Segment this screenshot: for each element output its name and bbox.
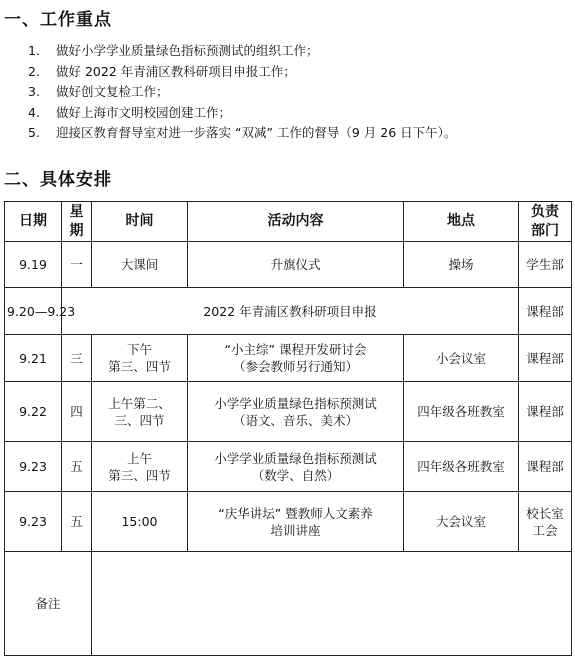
table-header-row xyxy=(5,202,572,242)
list-text: 做好 2022 年青浦区教科研项目申报工作； xyxy=(56,63,296,79)
cell-weekday: 四 xyxy=(62,382,92,442)
cell-date: 9.22 xyxy=(5,382,62,442)
cell-location: 四年级各班教室 xyxy=(404,382,519,442)
header-dept: 负责 部门 xyxy=(519,202,572,242)
table-row xyxy=(5,442,572,492)
schedule-table xyxy=(4,201,572,656)
cell-date: 9.23 xyxy=(5,442,62,492)
header-time: 时间 xyxy=(92,202,188,242)
table-row xyxy=(5,242,572,288)
header-location: 地点 xyxy=(404,202,519,242)
remark-label: 备注 xyxy=(5,552,92,656)
remark-row xyxy=(5,552,572,656)
list-text: 做好上海市文明校园创建工作； xyxy=(56,104,232,120)
cell-location: 小会议室 xyxy=(404,335,519,382)
cell-activity: 2022 年青浦区教科研项目申报 xyxy=(62,288,519,335)
cell-weekday: 五 xyxy=(62,492,92,552)
cell-activity: “庆华讲坛” 暨教师人文素养 培训讲座 xyxy=(188,492,404,552)
cell-activity: 小学学业质量绿色指标预测试 （语文、音乐、美术） xyxy=(188,382,404,442)
header-date: 日期 xyxy=(5,202,62,242)
cell-date: 9.23 xyxy=(5,492,62,552)
list-item xyxy=(28,103,456,124)
cell-time: 15:00 xyxy=(92,492,188,552)
list-item xyxy=(28,82,456,103)
cell-activity: 升旗仪式 xyxy=(188,242,404,288)
cell-date: 9.20—9.23 xyxy=(5,288,62,335)
list-item xyxy=(28,62,456,83)
cell-location: 操场 xyxy=(404,242,519,288)
cell-weekday: 一 xyxy=(62,242,92,288)
cell-time: 下午 第三、四节 xyxy=(92,335,188,382)
cell-dept: 学生部 xyxy=(519,242,572,288)
cell-time: 上午第二、 三、四节 xyxy=(92,382,188,442)
cell-time: 大课间 xyxy=(92,242,188,288)
table-row xyxy=(5,382,572,442)
section-title-schedule: 二、具体安排 xyxy=(4,170,112,190)
cell-weekday: 三 xyxy=(62,335,92,382)
focus-list xyxy=(28,41,456,144)
cell-date: 9.19 xyxy=(5,242,62,288)
table-row xyxy=(5,288,572,335)
cell-weekday: 五 xyxy=(62,442,92,492)
list-number: 4. xyxy=(28,104,40,120)
list-text: 迎接区教育督导室对进一步落实 “双减” 工作的督导（9 月 26 日下午）。 xyxy=(56,125,457,140)
list-number: 1. xyxy=(28,43,40,58)
cell-dept: 课程部 xyxy=(519,335,572,382)
cell-activity: “小主综” 课程开发研讨会 （参会教师另行通知） xyxy=(188,335,404,382)
cell-time: 上午 第三、四节 xyxy=(92,442,188,492)
list-item xyxy=(28,123,456,144)
cell-date: 9.21 xyxy=(5,335,62,382)
cell-dept: 课程部 xyxy=(519,382,572,442)
list-item xyxy=(28,41,456,62)
list-number: 2. xyxy=(28,63,40,79)
cell-activity: 小学学业质量绿色指标预测试 （数学、自然） xyxy=(188,442,404,492)
remark-content xyxy=(92,552,572,656)
list-number: 5. xyxy=(28,125,40,140)
table-row xyxy=(5,492,572,552)
cell-dept: 课程部 xyxy=(519,442,572,492)
header-activity: 活动内容 xyxy=(188,202,404,242)
cell-location: 四年级各班教室 xyxy=(404,442,519,492)
cell-dept: 课程部 xyxy=(519,288,572,335)
table-row xyxy=(5,335,572,382)
list-text: 做好创文复检工作； xyxy=(56,84,169,99)
list-number: 3. xyxy=(28,84,40,99)
cell-dept: 校长室 工会 xyxy=(519,492,572,552)
header-weekday: 星 期 xyxy=(62,202,92,242)
cell-location: 大会议室 xyxy=(404,492,519,552)
section-title-focus: 一、工作重点 xyxy=(4,10,112,30)
list-text: 做好小学学业质量绿色指标预测试的组织工作； xyxy=(56,43,319,58)
